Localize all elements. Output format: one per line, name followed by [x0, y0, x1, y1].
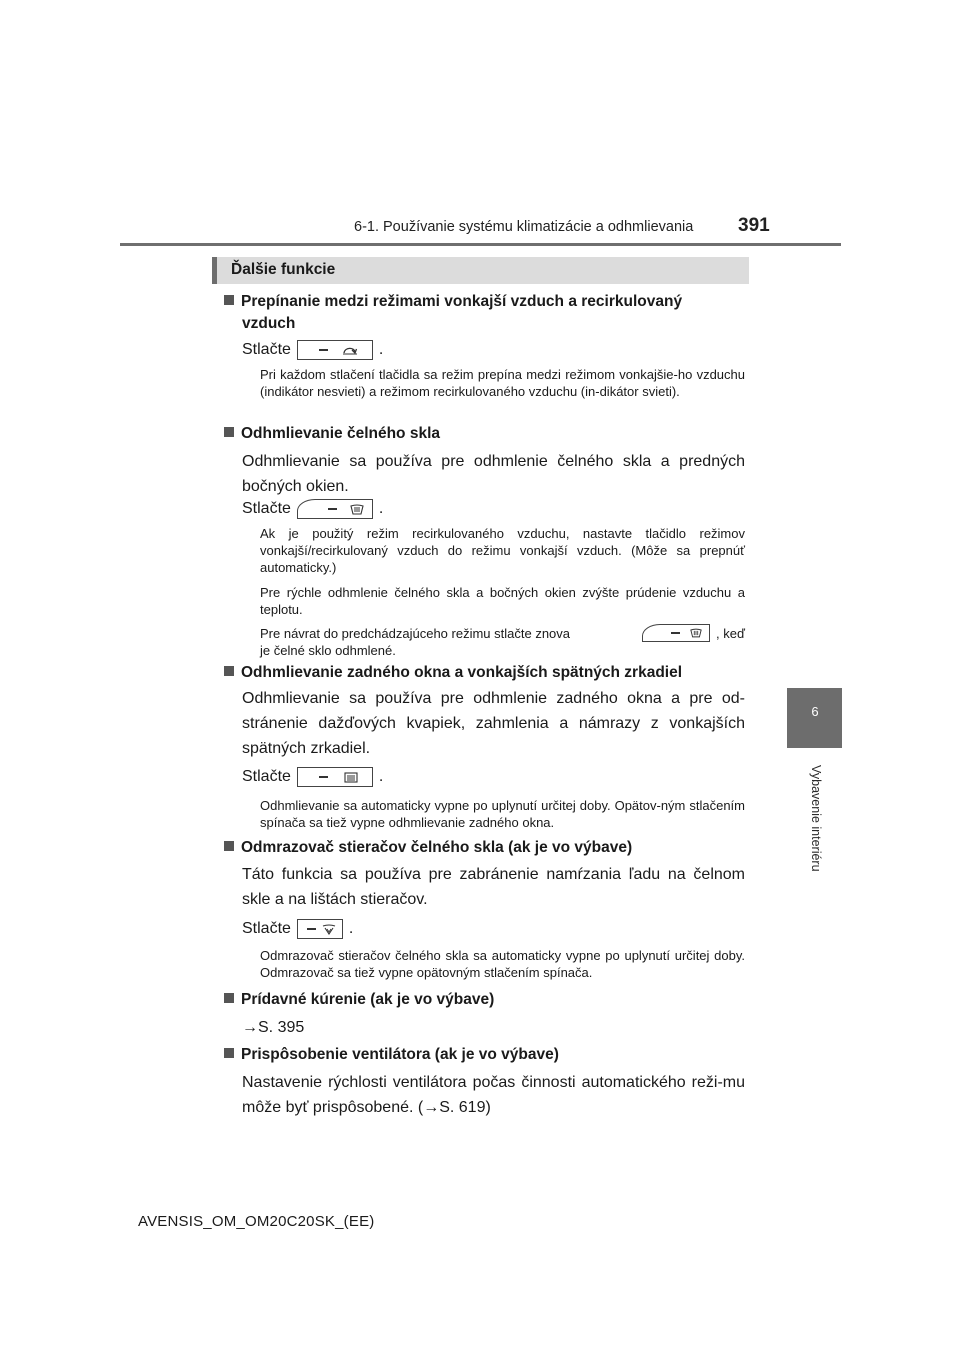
bullet-square-icon [224, 666, 234, 676]
document-code: AVENSIS_OM_OM20C20SK_(EE) [138, 1213, 375, 1230]
rear-defog-icon [344, 772, 358, 783]
bullet-square-icon [224, 993, 234, 1003]
windshield-defog-button [297, 499, 373, 519]
press-instruction: Stlačte . [242, 500, 384, 517]
item-heading-rear-defog: Odhmlievanie zadného okna a vonkajších spätných zrkadiel [224, 661, 745, 685]
recirculation-icon [342, 346, 358, 355]
bullet-square-icon [224, 427, 234, 437]
wiper-deicer-button [297, 919, 343, 939]
item-note: Pri každom stlačení tlačidla sa režim prepína medzi režimom vonkajšie-ho vzduchu (indikátor nesvieti) a režimom recirkulovaného vzduchu (in-dikátor svieti). [260, 367, 745, 399]
item-heading-wiper-deicer: Odmrazovač stieračov čelného skla (ak je vo výbave) [224, 836, 745, 860]
chapter-tab-label: Vybavenie interiéru [809, 765, 823, 872]
section-title-bar [212, 257, 749, 284]
item-heading-fan-customize: Prispôsobenie ventilátora (ak je vo výbave) [224, 1043, 745, 1067]
chapter-title: 6-1. Používanie systému klimatizácie a odhmlievania [354, 219, 694, 235]
item-note: Odmrazovač stieračov čelného skla sa automaticky vypne po uplynutí určitej doby. Odmrazovač sa tiež vypne opätovným stlačením spínača. [260, 948, 745, 980]
item-body: Odhmlievanie sa používa pre odhmlenie zadného okna a pre od-stránenie dažďových kvapiek, zahmlenia a námrazy z vonkajších spätných zrkadiel. [242, 690, 745, 757]
item-heading-recirculation-cont: vzduch [242, 315, 296, 332]
recirculation-button [297, 340, 373, 360]
header-divider [120, 243, 841, 246]
press-instruction: Stlačte . [242, 920, 354, 937]
item-note: Ak je použitý režim recirkulovaného vzduchu, nastavte tlačidlo režimov vonkajší/recirkulovaný vzduch do režimu vonkajší vzduch. (Môže sa prepnúť automaticky.) [260, 526, 745, 575]
press-instruction: Stlačte . [242, 768, 384, 785]
chapter-tab-number: 6 [811, 704, 819, 719]
item-body: Odhmlievanie sa používa pre odhmlenie čelného skla a predných bočných okien. [242, 453, 745, 495]
windshield-defog-icon [690, 628, 702, 638]
item-heading-recirculation: Prepínanie medzi režimami vonkajší vzduch a recirkulovaný [224, 290, 745, 314]
item-body: Nastavenie rýchlosti ventilátora počas činnosti automatického reži-mu môže byť prispôsobené. (→S. 619) [242, 1074, 745, 1116]
item-heading-windshield-defog: Odhmlievanie čelného skla [224, 422, 745, 446]
item-note: Odhmlievanie sa automaticky vypne po uplynutí určitej doby. Opätov-ným stlačením spínača sa tiež vypne odhmlievanie zadného okna. [260, 798, 745, 830]
item-body: Táto funkcia sa používa pre zabránenie namŕzania ľadu na čelnom skle a na lištách stieračov. [242, 866, 745, 908]
page-number: 391 [738, 215, 770, 236]
bullet-square-icon [224, 841, 234, 851]
bullet-square-icon [224, 1048, 234, 1058]
item-note-inline: Pre návrat do predchádzajúceho režimu stlačte znova , keď [260, 625, 745, 641]
item-note: je čelné sklo odhmlené. [260, 643, 396, 658]
rear-defog-button [297, 767, 373, 787]
bullet-square-icon [224, 295, 234, 305]
item-note: Pre rýchle odhmlenie čelného skla a bočných okien zvýšte prúdenie vzduchu a teplotu. [260, 585, 745, 617]
wiper-deicer-icon [322, 924, 336, 935]
item-heading-aux-heater: Prídavné kúrenie (ak je vo výbave) [224, 988, 745, 1012]
windshield-defog-icon [350, 504, 364, 515]
page-reference: →S. 395 [242, 1019, 305, 1036]
windshield-defog-button [642, 624, 710, 642]
section-title: Ďalšie funkcie [231, 261, 336, 278]
press-instruction: Stlačte . [242, 341, 384, 358]
